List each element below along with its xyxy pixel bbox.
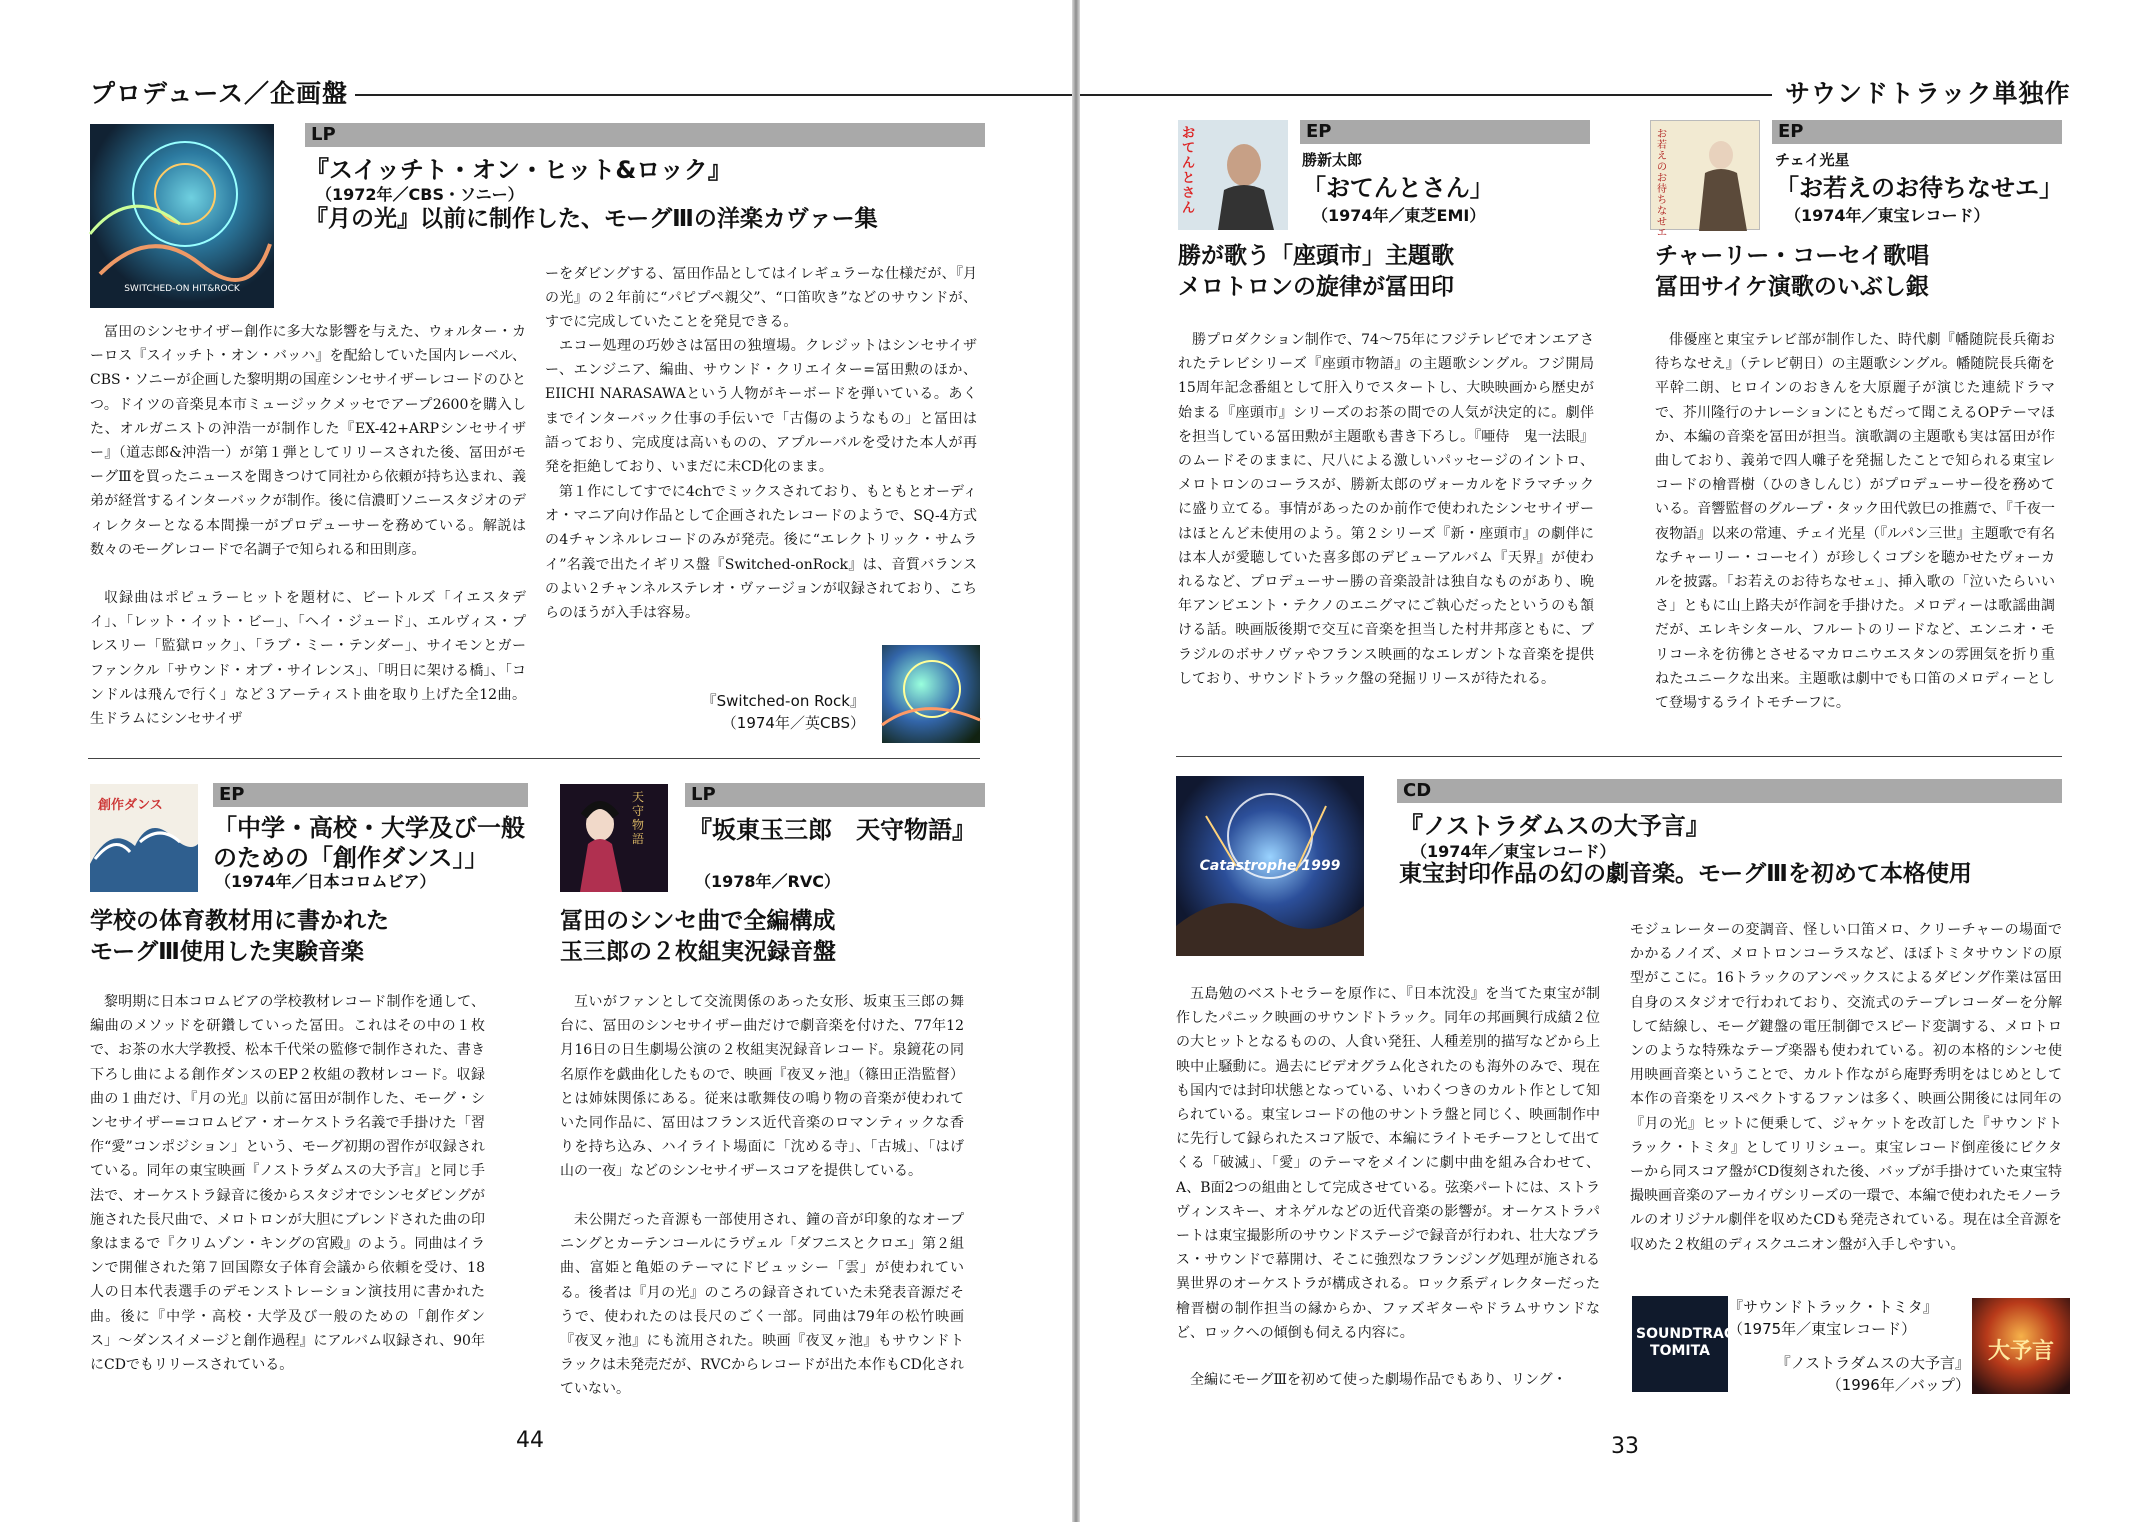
article-headline: 勝が歌う「座頭市」主題歌 [1178, 243, 1454, 269]
portrait-artwork [560, 784, 668, 892]
release-info: （1974年／東芝EMI） [1312, 206, 1486, 225]
section-title-right: サウンドトラック単独作 [1785, 79, 2071, 108]
album-title: 『ノストラダムスの大予言』 [1399, 812, 1710, 840]
page-number: 33 [1611, 1434, 1639, 1459]
column-divider [88, 758, 980, 759]
book-spine [1072, 0, 1080, 1522]
cover-text: SOUNDTRACK TOMITA [1636, 1326, 1745, 1359]
format-tag-lp: LP [685, 783, 985, 807]
article-body: エコー処理の巧妙さは冨田の独壇場。クレジットはシンセサイザー、エンジニア、編曲、サウンド・クリエイター=冨田勲のほか、EIICHI NARASAWAという人物がキーボードを弾いている。あくまでインターバック仕事の手伝いで「古傷のようなもの」と冨田は語っており、完成度は高いものの、アプルーバルを受けた本人が再発を拒絶しており、いまだに未CD化のまま。 [545, 338, 977, 476]
format-tag-cd: CD [1397, 779, 2062, 803]
article-headline: モーグⅢ使用した実験音楽 [90, 939, 364, 965]
left-page [0, 0, 1072, 1522]
article-body: 収録曲はポピュラーヒットを題材に、ビートルズ「イエスタデイ」、「レット・イット・ビー」、「ヘイ・ジュード」、エルヴィス・プレスリー「監獄ロック」、「ラブ・ミー・テンダー」、サイモンとガーファンクル「サウンド・オブ・サイレンス」、「明日に架ける橋」、「コンドルは飛んで行く」など３アーティスト曲を取り上げた全12曲。生ドラムにシンセサイザ [90, 590, 526, 728]
artist-name: 勝新太郎 [1302, 151, 1363, 169]
switched-on-rock-cover [882, 645, 980, 743]
album-title: 「おてんとさん」 [1302, 174, 1494, 202]
article-headline: 東宝封印作品の幻の劇音楽。モーグⅢを初めて本格使用 [1399, 861, 1972, 887]
right-page [1080, 0, 2156, 1522]
otento-san-cover [1178, 120, 1288, 230]
artist-name: チェイ光星 [1775, 151, 1850, 169]
tenshu-monogatari-cover [560, 784, 668, 892]
release-info: （1978年／RVC） [695, 872, 840, 891]
article-body: モジュレーターの変調音、怪しい口笛メロ、クリーチャーの場面でかかるノイズ、メロトロンコーラスなど、ほぼトミタサウンドの原型がここに。16トラックのアンペックスによるダビング作業は冨田自身のスタジオで行われており、交流式のテープレコーダーを分解して結線し、モーグ鍵盤の電圧制御でスピード変調する、メロトロンのような特殊なテープ楽器も使われている。初の本格的シンセ使用映画音楽ということで、カルト作ながら庵野秀明をはじめとして本作の音楽をリスペクトするファンは多く、映画公開後には同年の『月の光』ヒットに便乗して、ジャケットを改訂した『サウンドトラック・トミタ』としてリリシュー。東宝レコード倒産後にビクターから同スコア盤がCD復刻された後、バップが手掛けていた東宝特撮映画音楽のアーカイヴシリーズの一環で、本編で使われたモノーラルのオリジナル劇伴を収めたCDも発売されている。現在は全音源を収めた２枚組のディスクユニオン盤が入手しやすい。 [1630, 922, 2062, 1253]
article-body: 五島勉のベストセラーを原作に、『日本沈没』を当てた東宝が制作したパニック映画のサウンドトラック。同年の邦画興行成績２位の大ヒットとなるものの、人食い発狂、人種差別的描写などから上映中止騒動に。過去にビデオグラム化されたのも海外のみで、現在も国内では封印状態となっている、いわくつきのカルト作として知られている。東宝レコードの他のサントラ盤と同じく、映画制作中に先行して録られたスコア版で、本編にライトモチーフとして出てくる「破滅」、「愛」のテーマをメインに劇中曲を組み合わせて、A、B面2つの組曲として完成させている。弦楽パートには、ストラヴィンスキー、オネゲルなどの近代音楽の影響が。オーケストラパートは東宝撮影所のサウンドステージで録音が行われ、壮大なブラス・サウンドで幕開け、そこに強烈なフランジング処理が施される異世界のオーケストラが構成される。ロック系ディレクターだった檜晋樹の制作担当の縁からか、ファズギターやドラムサウンドなど、ロックへの傾倒も伺える内容に。 [1176, 986, 1600, 1341]
page-number: 44 [516, 1428, 544, 1453]
sosaku-dance-cover [90, 784, 198, 892]
article-body: 勝プロダクション制作で、74〜75年にフジテレビでオンエアされたテレビシリーズ『座頭市物語』の主題歌シングル。フジ開局15周年記念番組として肝入りでスタートし、大映映画から歴史が始まる『座頭市』シリーズのお茶の間での人気が決定的に。劇伴を担当している冨田勲が主題歌も書き下ろし。『唖侍 鬼一法眼』のムードそのままに、尺八による激しいパッセージのイントロ、メロトロンのコーラスが、勝新太郎のヴォーカルをドラマチックに盛り立てる。事情があったのか前作で使われたシンセサイザーはほとんど未使用のよう。第２シリーズ『新・座頭市』の劇伴には本人が愛聴していた喜多郎のデビューアルバム『天界』が使われるなど、プロデューサー勝の音楽設計は独自なものがあり、晩年アンビエント・テクノのエニグマにご執心だったというのも頷ける話。映画版後期で交互に音楽を担当した村井邦彦ともに、ブラジルのボサノヴァやフランス映画的なエレガントな音楽を提供しており、サウンドトラック盤の発掘リリースが待たれる。 [1178, 332, 1594, 687]
cover-text: 天守物語 [632, 790, 645, 846]
article-body: 冨田のシンセサイザー創作に多大な影響を与えた、ウォルター・カーロス『スイッチト・オン・バッハ』を配給していた国内レーベル、CBS・ソニーが企画した黎明期の国産シンセサイザーレコードのひとつ。ドイツの音楽見本市ミュージックメッセでアープ2600を購入した、オルガニストの沖浩一が制作した『EX-42+ARPシンセサイザー』（道志郎&沖浩一）が第１弾としてリリースされた後、冨田がモーグⅢを買ったニュースを聞きつけて同社から依頼が持ち込まれ、義弟が経営するインターバックが制作。後に信濃町ソニースタジオのディレクターとなる本間操一がプロデューサーを務めている。解説は数々のモーグレコードで名調子で知られる和田則彦。 [90, 324, 526, 558]
album-title: 『スイッチト・オン・ヒット&ロック』 [305, 156, 732, 184]
cover-text: お若えのお待ちなせエ [1657, 129, 1667, 239]
album-title: 「お若えのお待ちなせエ」 [1775, 174, 2063, 202]
album-art-graphic [882, 645, 980, 743]
caption-title: 『ノストラダムスの大予言』 [1775, 1354, 1970, 1372]
caption-release: （1974年／英CBS） [721, 714, 865, 732]
cover-text: 創作ダンス [98, 798, 163, 813]
article-headline: メロトロンの旋律が冨田印 [1178, 274, 1454, 300]
album-title: 『坂東玉三郎 天守物語』 [688, 816, 976, 844]
section-rule [355, 94, 1072, 96]
format-tag-ep: EP [213, 783, 528, 807]
caption-release: （1975年／東宝レコード） [1728, 1320, 1917, 1338]
caption-title: 『Switched-on Rock』 [701, 692, 865, 710]
column-divider [1176, 756, 2062, 757]
article-headline: 冨田サイケ演歌のいぶし銀 [1655, 274, 1929, 300]
caption-title: 『サウンドトラック・トミタ』 [1728, 1298, 1938, 1316]
release-info: （1974年／日本コロムビア） [215, 872, 436, 891]
article-headline: 『月の光』以前に制作した、モーグⅢの洋楽カヴァー集 [305, 206, 878, 232]
album-title: 「中学・高校・大学及び一般 [213, 814, 525, 842]
cover-text: おてんとさん [1182, 126, 1196, 216]
release-info: （1972年／CBS・ソニー） [316, 185, 524, 204]
article-headline: 玉三郎の２枚組実況録音盤 [560, 939, 836, 965]
release-info: （1974年／東宝レコード） [1411, 842, 1616, 861]
article-body: ーをダビングする、冨田作品としてはイレギュラーな仕様だが、『月の光』の２年前に“パピプペ親父”、“口笛吹き”などのサウンドが、すでに完成していたことを発見できる。 [545, 266, 977, 331]
section-title-left: プロデュース／企画盤 [90, 79, 349, 108]
nostradamus-cover [1176, 776, 1364, 956]
article-headline: 冨田のシンセ曲で全編構成 [560, 908, 836, 934]
article-body: 黎明期に日本コロムビアの学校教材レコード制作を通して、編曲のメソッドを研鑽していった冨田。これはその中の１枚で、お茶の水大学教授、松本千代栄の監修で制作された、書き下ろし曲による創作ダンスのEP２枚組の教材レコード。収録曲の１曲だけ、『月の光』以前に冨田が制作した、モーグ・シンセサイザー=コロムビア・オーケストラ名義で手掛けた「習作“愛”コンポジション」という、モーグ初期の習作が収録されている。同年の東宝映画『ノストラダムスの大予言』と同じ手法で、オーケストラ録音に後からスタジオでシンセダビングが施された長尺曲で、メロトロンが大胆にブレンドされた曲の印象はまるで『クリムゾン・キングの宮殿』のよう。同曲はイランで開催された第７回国際女子体育会議から依頼を受け、18人の日本代表選手のデモンストレーション演技用に書かれた曲。後に『中学・高校・大学及び一般のための「創作ダンス」〜ダンスイメージと創作過程』にアルバム収録され、90年にCDでもリリースされている。 [90, 994, 485, 1374]
daiyogen-cover [1972, 1298, 2070, 1394]
release-info: （1974年／東宝レコード） [1785, 206, 1990, 225]
article-body: 第１作にしてすでに4chでミックスされており、もともとオーディオ・マニア向け作品として企画されたレコードのようで、SQ-4方式の4チャンネルレコードのみが発売。後に“エレクトリック・サムライ”名義で出たイギリス盤『Switched-onRock』は、音質バランスのよい２チャンネルステレオ・ヴァージョンが収録されており、こちらのほうが入手は容易。 [545, 484, 977, 622]
image-caption [620, 690, 865, 734]
article-body: 互いがファンとして交流関係のあった女形、坂東玉三郎の舞台に、冨田のシンセサイザー曲だけで劇音楽を付けた、77年12月16日の日生劇場公演の２枚組実況録音レコード。泉鏡花の同名原作を戯曲化したもので、映画『夜叉ヶ池』（篠田正浩監督）とは姉妹関係にある。従来は歌舞伎の鳴り物の音楽が使われていた同作品に、冨田はフランス近代音楽のロマンティックな香りを持ち込み、ハイライト場面に「沈める寺」、「古城」、「はげ山の一夜」などのシンセサイザースコアを提供している。 [560, 994, 964, 1180]
switched-on-hit-rock-cover [90, 124, 274, 308]
image-caption [1728, 1296, 1938, 1340]
article-body: 未公開だった音源も一部使用され、鐘の音が印象的なオープニングとカーテンコールにラヴェル「ダフニスとクロエ」第２組曲、富姫と亀姫のテーマにドビュッシー「雲」が使われている。後者は『月の光』のころの録音されていた未発表音源だそうで、使われたのは長尺のごく一部。同曲は79年の松竹映画『夜叉ヶ池』にも流用された。映画『夜叉ヶ池』もサウンドトラックは未発売だが、RVCからレコードが出た本作もCD化されていない。 [560, 1212, 964, 1398]
soundtrack-tomita-cover [1632, 1296, 1745, 1392]
article-body: 俳優座と東宝テレビ部が制作した、時代劇『幡随院長兵衛お待ちなせえ』（テレビ朝日）の主題歌シングル。幡随院長兵衛を平幹二朗、ヒロインのおきんを大原麗子が演じた連続ドラマで、芥川隆行のナレーションにともだって聞こえるOPテーマほか、本編の音楽を冨田が担当。演歌調の主題歌も実は冨田が作曲しており、義弟で四人囃子を発掘したことで知られる東宝レコードの檜晋樹（ひのきしんじ）がプロデューサー役を務めている。音響監督のグループ・タック田代敦巳の推薦で、『千夜一夜物語』以来の常連、チェイ光星（『ルパン三世』主題歌で有名なチャーリー・コーセイ）が珍しくコブシを聴かせたヴォーカルを披露。「お若えのお待ちなせェ」、挿入歌の「泣いたらいいさ」ともに山上路夫が作詞を手掛けた。メロディーは歌謡曲調だが、エレキシタール、フルートのリードなど、エンニオ・モリコーネを彷彿とさせるマカロニウエスタンの雰囲気を折り重ねたユニークな出来。主題歌は劇中でも口笛のメロディーとして登場するライトモチーフに。 [1655, 332, 2055, 712]
album-title: のための「創作ダンス」」 [213, 844, 489, 872]
section-rule [1080, 94, 1772, 96]
format-tag-ep: EP [1772, 120, 2062, 144]
cover-text: 大予言 [1987, 1339, 2054, 1364]
wave-artwork [90, 784, 198, 892]
article-headline: チャーリー・コーセイ歌唱 [1655, 243, 1930, 269]
article-body: 全編にモーグⅢを初めて使った劇場作品でもあり、リング・ [1190, 1372, 1567, 1388]
format-tag-ep: EP [1300, 120, 1590, 144]
format-tag-lp: LP [305, 123, 985, 147]
image-caption [1770, 1352, 1970, 1396]
cover-text: Catastrophe 1999 [1199, 858, 1341, 874]
cover-text: SWITCHED-ON HIT&ROCK [124, 284, 240, 294]
article-headline: 学校の体育教材用に書かれた [90, 908, 389, 934]
owakae-cover [1650, 120, 1760, 239]
album-art-graphic [90, 124, 274, 308]
caption-release: （1996年／バップ） [1826, 1376, 1970, 1394]
